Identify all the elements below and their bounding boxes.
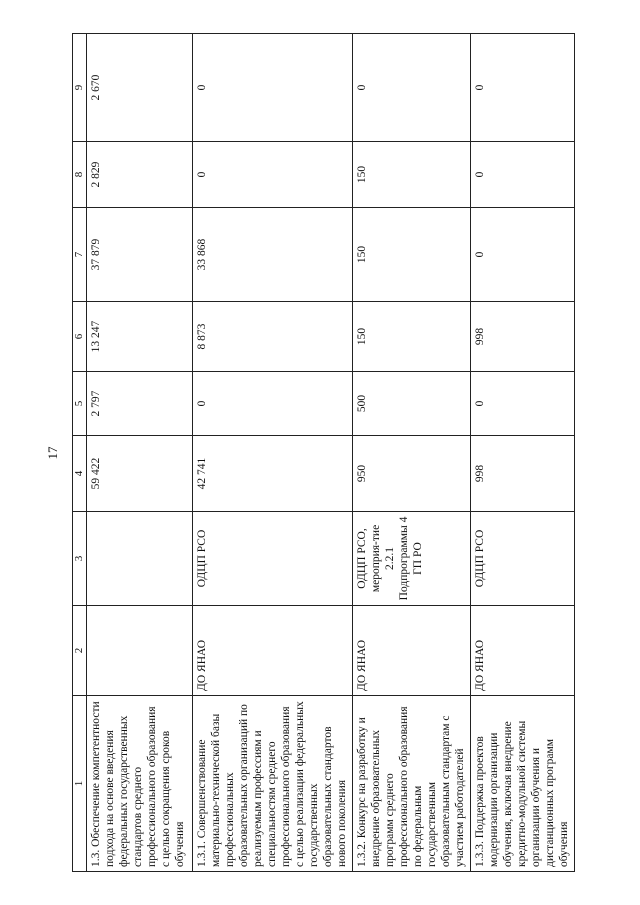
value-col8: 0 bbox=[193, 142, 353, 208]
value-col8: 0 bbox=[471, 142, 575, 208]
column-number: 1 bbox=[73, 696, 87, 872]
executor: ДО ЯНАО bbox=[471, 606, 575, 696]
value-col9: 0 bbox=[471, 34, 575, 142]
value-col6: 8 873 bbox=[193, 302, 353, 372]
value-col6: 13 247 bbox=[87, 302, 193, 372]
column-number: 4 bbox=[73, 436, 87, 512]
budget-table bbox=[72, 33, 575, 872]
value-col5: 500 bbox=[353, 372, 471, 436]
column-number: 8 bbox=[73, 142, 87, 208]
activity-name: 1.3.1. Совершенствование материально-технической базы профессиональных образовательных организаций по реализуемым профессиям и специальностям среднего профессионального образования с целью реализации федеральных государственных образовательных стандартов нового поколения bbox=[193, 696, 353, 872]
value-total: 42 741 bbox=[193, 436, 353, 512]
value-col7: 33 868 bbox=[193, 208, 353, 302]
value-col9: 0 bbox=[353, 34, 471, 142]
table-row bbox=[471, 34, 575, 872]
value-col5: 0 bbox=[471, 372, 575, 436]
executor: ДО ЯНАО bbox=[193, 606, 353, 696]
value-col6: 998 bbox=[471, 302, 575, 372]
source: ОДЦП РСО, мероприя-тие 2.2.1 Подпрограммы 4 ГП РО bbox=[353, 512, 471, 606]
value-col7: 150 bbox=[353, 208, 471, 302]
value-total: 950 bbox=[353, 436, 471, 512]
executor: ДО ЯНАО bbox=[353, 606, 471, 696]
column-number: 9 bbox=[73, 34, 87, 142]
source: ОДЦП РСО bbox=[193, 512, 353, 606]
table-row bbox=[87, 34, 193, 872]
source: ОДЦП РСО bbox=[471, 512, 575, 606]
activity-name: 1.3. Обеспечение компетентности подхода на основе введения федеральных государственных стандартов среднего профессионального образования с целью сокращения сроков обучения bbox=[87, 696, 193, 872]
value-col5: 2 797 bbox=[87, 372, 193, 436]
column-number-row bbox=[73, 34, 87, 872]
value-col7: 0 bbox=[471, 208, 575, 302]
source bbox=[87, 512, 193, 606]
column-number: 6 bbox=[73, 302, 87, 372]
column-number: 3 bbox=[73, 512, 87, 606]
table-row bbox=[353, 34, 471, 872]
executor bbox=[87, 606, 193, 696]
activity-name: 1.3.3. Поддержка проектов модернизации организации обучения, включая внедрение кредитно-модульной системы организации обучения и дистанционных программ обучения bbox=[471, 696, 575, 872]
value-col8: 150 bbox=[353, 142, 471, 208]
value-col9: 2 670 bbox=[87, 34, 193, 142]
activity-name: 1.3.2. Конкурс на разработку и внедрение образовательных программ среднего профессионального образования по федеральным государственным образовательным стандартам с участием работодателей bbox=[353, 696, 471, 872]
column-number: 5 bbox=[73, 372, 87, 436]
page-number: 17 bbox=[45, 446, 60, 460]
value-total: 59 422 bbox=[87, 436, 193, 512]
value-col8: 2 829 bbox=[87, 142, 193, 208]
value-col7: 37 879 bbox=[87, 208, 193, 302]
value-total: 998 bbox=[471, 436, 575, 512]
table-row bbox=[193, 34, 353, 872]
value-col6: 150 bbox=[353, 302, 471, 372]
value-col9: 0 bbox=[193, 34, 353, 142]
rotated-table-container bbox=[72, 34, 574, 872]
column-number: 2 bbox=[73, 606, 87, 696]
value-col5: 0 bbox=[193, 372, 353, 436]
column-number: 7 bbox=[73, 208, 87, 302]
